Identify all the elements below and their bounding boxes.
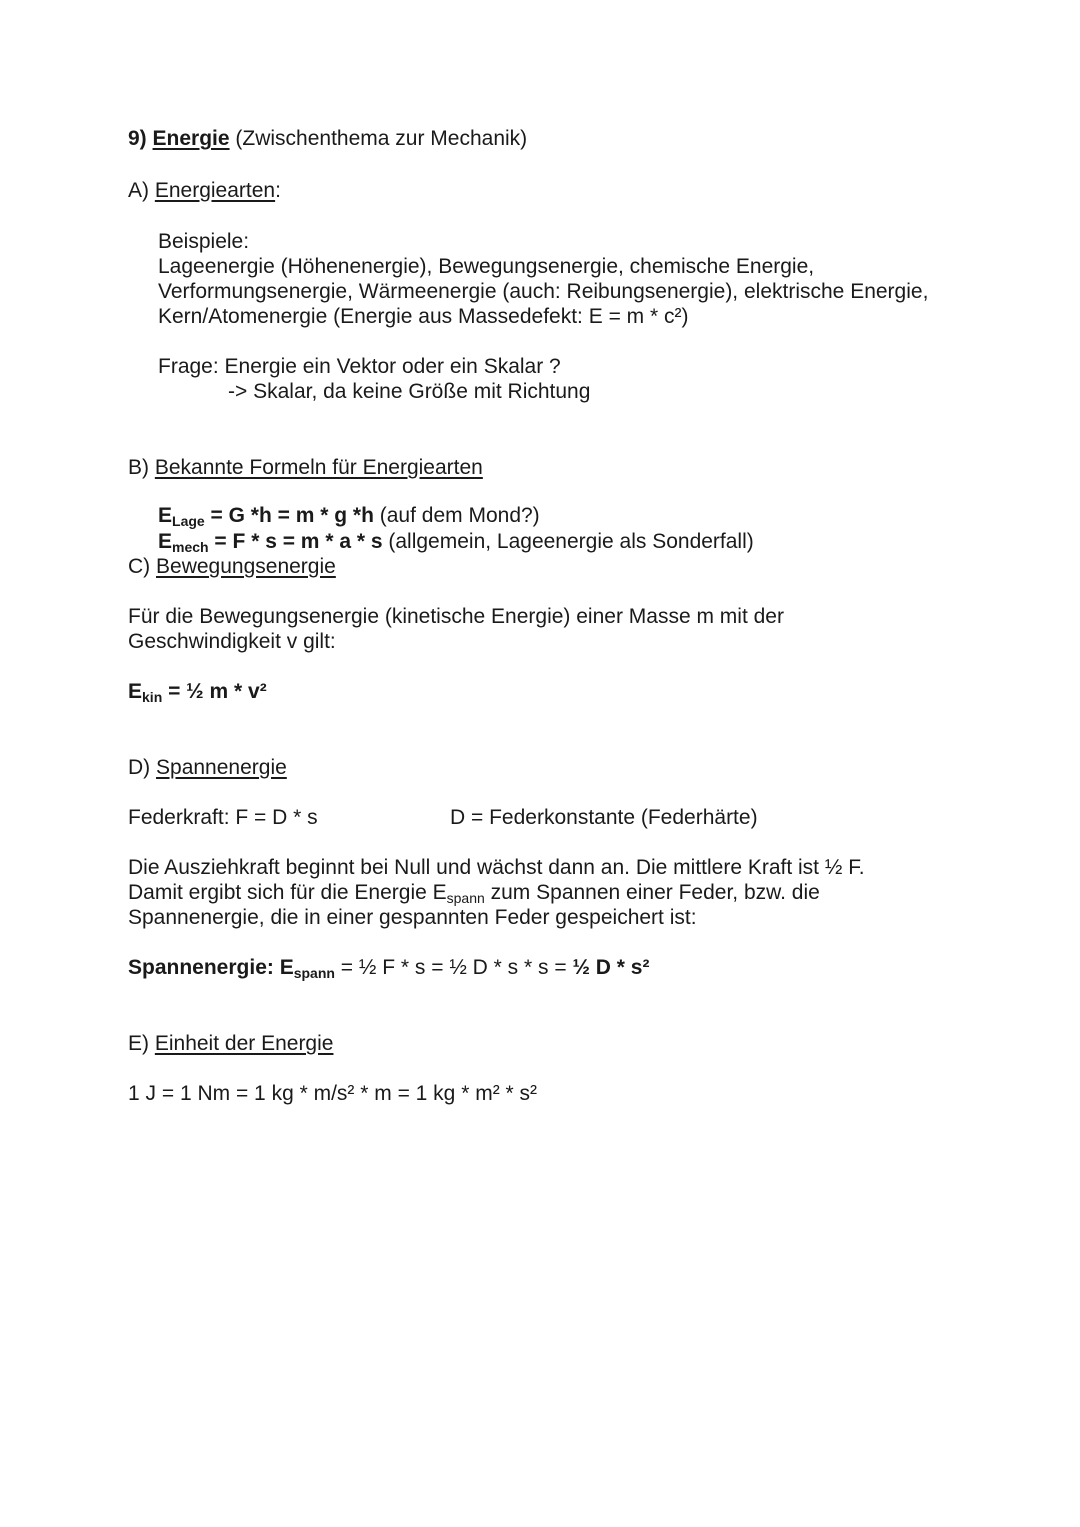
section-c-title: Bewegungsenergie: [156, 555, 336, 578]
spann-text-line-3: Spannenergie, die in einer gespannten Feder gespeichert ist:: [128, 906, 697, 929]
section-d-heading: [128, 755, 287, 781]
spann-text-line-2-end: zum Spannen einer Feder, bzw. die: [484, 881, 820, 904]
formula-mech-symbol: E: [158, 530, 173, 553]
title-topic: Energie: [152, 127, 230, 150]
section-d-title: Spannenergie: [156, 756, 287, 779]
page-title: [128, 126, 527, 152]
formula-spann: [128, 955, 649, 981]
examples-label: Beispiele:: [158, 230, 250, 253]
section-a-colon: :: [275, 179, 281, 202]
formula-kin-expression: = ½ m * v²: [162, 680, 267, 703]
federkonstante-definition: D = Federkonstante (Federhärte): [450, 806, 758, 829]
section-b-title: Bekannte Formeln für Energiearten: [154, 456, 483, 479]
section-c-heading: [128, 554, 336, 580]
title-number: 9): [128, 127, 147, 150]
section-d-prefix: D): [128, 756, 151, 779]
spann-text-line-2: [128, 880, 820, 906]
section-b-heading: [128, 455, 483, 481]
section-a-title: Energiearten: [154, 179, 276, 202]
spann-text-line-2-subscript: spann: [446, 890, 485, 906]
answer-text: -> Skalar, da keine Größe mit Richtung: [228, 380, 591, 403]
formula-lage-symbol: E: [158, 504, 173, 527]
kinetic-text-line-2: Geschwindigkeit v gilt:: [128, 630, 336, 653]
formula-lage-subscript: Lage: [172, 513, 205, 529]
formula-lage-note: (auf dem Mond?): [373, 504, 540, 527]
section-a-heading: [128, 178, 281, 204]
formula-lage-expression: = G *h = m * g *h: [204, 504, 374, 527]
formula-mech-subscript: mech: [172, 539, 209, 555]
formula-kin-subscript: kin: [142, 689, 163, 705]
formula-spann-subscript: spann: [293, 965, 335, 981]
examples-line-3: Kern/Atomenergie (Energie aus Massedefekt: E = m * c²): [158, 305, 689, 328]
section-b-prefix: B): [128, 456, 149, 479]
section-a-prefix: A): [128, 179, 149, 202]
spann-text-line-1: Die Ausziehkraft beginnt bei Null und wächst dann an. Die mittlere Kraft ist ½ F.: [128, 856, 865, 879]
kinetic-text-line-1: Für die Bewegungsenergie (kinetische Energie) einer Masse m mit der: [128, 605, 784, 628]
formula-kin-symbol: E: [128, 680, 143, 703]
formula-mech-expression: = F * s = m * a * s: [208, 530, 383, 553]
spann-text-line-2-start: Damit ergibt sich für die Energie E: [128, 881, 447, 904]
section-e-heading: [128, 1031, 333, 1057]
formula-mech: [158, 529, 754, 555]
section-c-prefix: C): [128, 555, 151, 578]
unit-formula: 1 J = 1 Nm = 1 kg * m/s² * m = 1 kg * m² * s²: [128, 1082, 538, 1105]
formula-spann-label: Spannenergie: E: [128, 956, 294, 979]
formula-lage: [158, 503, 540, 529]
question-text: Frage: Energie ein Vektor oder ein Skalar ?: [158, 355, 561, 378]
title-note: (Zwischenthema zur Mechanik): [235, 127, 528, 150]
formula-spann-middle: = ½ F * s = ½ D * s * s =: [334, 956, 573, 979]
formula-kin: [128, 679, 267, 705]
federkraft-formula: Federkraft: F = D * s: [128, 806, 318, 829]
examples-line-2: Verformungsenergie, Wärmeenergie (auch: Reibungsenergie), elektrische Energie,: [158, 280, 929, 303]
formula-mech-note: (allgemein, Lageenergie als Sonderfall): [382, 530, 754, 553]
section-e-title: Einheit der Energie: [154, 1032, 334, 1055]
examples-line-1: Lageenergie (Höhenenergie), Bewegungsenergie, chemische Energie,: [158, 255, 815, 278]
formula-spann-result: ½ D * s²: [572, 956, 650, 979]
section-e-prefix: E): [128, 1032, 149, 1055]
